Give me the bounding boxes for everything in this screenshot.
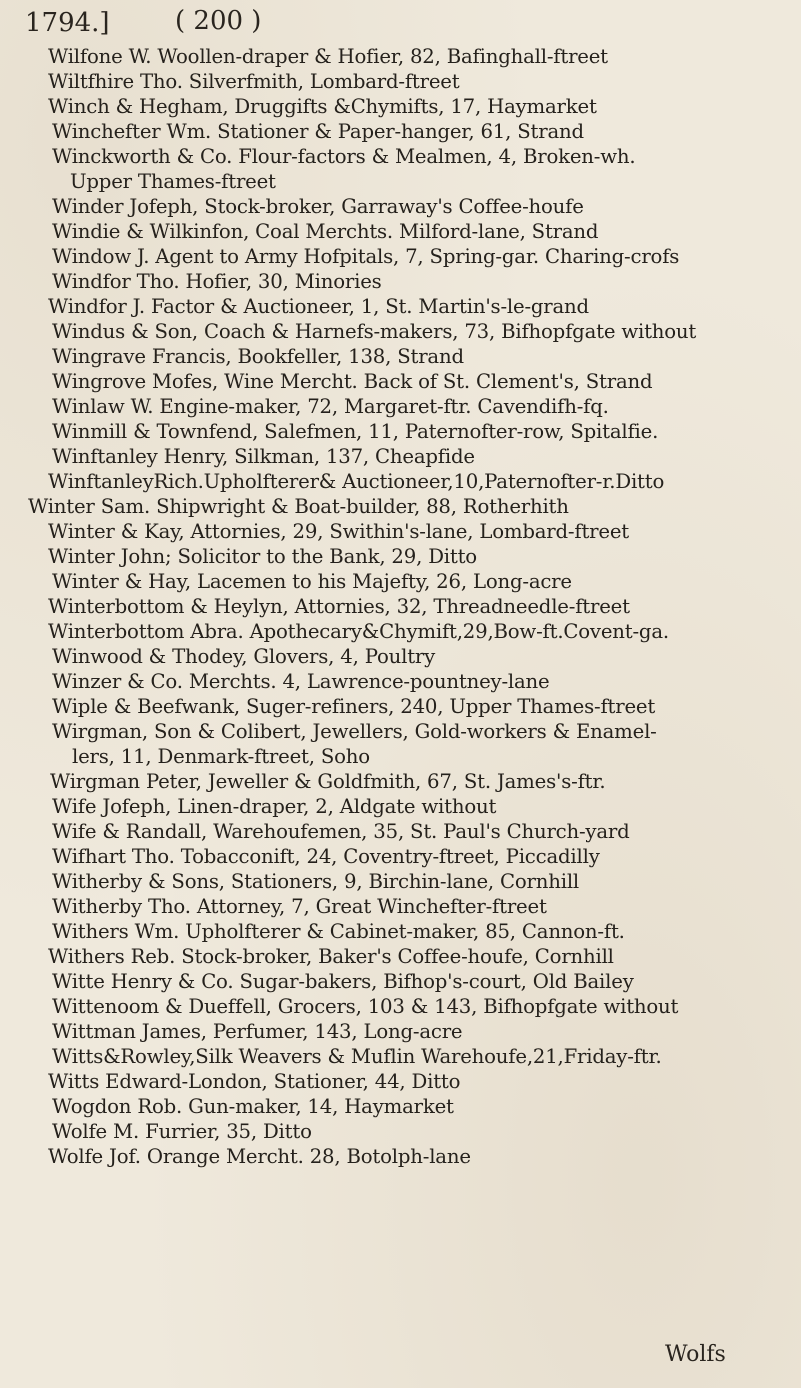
directory-entry: Wiltfhire Tho. Silverfmith, Lombard-ftreet bbox=[48, 70, 460, 93]
directory-entry: Wogdon Rob. Gun-maker, 14, Haymarket bbox=[52, 1095, 454, 1118]
catchword: Wolfs bbox=[665, 1342, 726, 1367]
directory-entry: Windie & Wilkinfon, Coal Merchts. Milford-lane, Strand bbox=[52, 220, 599, 243]
directory-entry: Witts&Rowley,Silk Weavers & Muflin Warehoufe,21,Friday-ftr. bbox=[52, 1045, 662, 1068]
directory-entry: Upper Thames-ftreet bbox=[70, 170, 276, 193]
directory-entry: Winterbottom & Heylyn, Attornies, 32, Threadneedle-ftreet bbox=[48, 595, 630, 618]
directory-entry: Winter & Kay, Attornies, 29, Swithin's-lane, Lombard-ftreet bbox=[48, 520, 629, 543]
directory-entry: Winwood & Thodey, Glovers, 4, Poultry bbox=[52, 645, 436, 668]
directory-entry: Winmill & Townfend, Salefmen, 11, Paternofter-row, Spitalfie. bbox=[52, 420, 659, 443]
directory-entry: Wifhart Tho. Tobacconift, 24, Coventry-ftreet, Piccadilly bbox=[52, 845, 600, 868]
directory-entry: Withers Wm. Upholfterer & Cabinet-maker, 85, Cannon-ft. bbox=[52, 920, 625, 943]
page-header bbox=[25, 4, 385, 44]
directory-entry: WinftanleyRich.Upholfterer& Auctioneer,10,Paternofter-r.Ditto bbox=[48, 470, 665, 493]
directory-entry: Wittenoom & Dueffell, Grocers, 103 & 143, Bifhopfgate without bbox=[52, 995, 679, 1018]
directory-entry: Winter Sam. Shipwright & Boat-builder, 88, Rotherhith bbox=[28, 495, 569, 518]
directory-entry: Wingrove Mofes, Wine Mercht. Back of St. Clement's, Strand bbox=[52, 370, 653, 393]
directory-entry: Winzer & Co. Merchts. 4, Lawrence-pountney-lane bbox=[52, 670, 550, 693]
directory-entry: Winterbottom Abra. Apothecary&Chymift,29,Bow-ft.Covent-ga. bbox=[48, 620, 669, 643]
directory-entry: Winftanley Henry, Silkman, 137, Cheapfide bbox=[52, 445, 475, 468]
directory-entry: Witherby & Sons, Stationers, 9, Birchin-lane, Cornhill bbox=[52, 870, 580, 893]
directory-entries bbox=[0, 44, 801, 1169]
header-page-number: ( 200 ) bbox=[175, 6, 262, 36]
directory-entry: Winch & Hegham, Druggifts &Chymifts, 17, Haymarket bbox=[48, 95, 597, 118]
directory-entry: Winckworth & Co. Flour-factors & Mealmen, 4, Broken-wh. bbox=[52, 145, 636, 168]
header-year: 1794.] bbox=[25, 8, 110, 38]
directory-entry: Withers Reb. Stock-broker, Baker's Coffee-houfe, Cornhill bbox=[48, 945, 614, 968]
directory-entry: Wife Jofeph, Linen-draper, 2, Aldgate without bbox=[52, 795, 497, 818]
directory-entry: Wife & Randall, Warehoufemen, 35, St. Paul's Church-yard bbox=[52, 820, 630, 843]
directory-entry: Wolfe M. Furrier, 35, Ditto bbox=[52, 1120, 312, 1143]
directory-entry: Wirgman, Son & Colibert, Jewellers, Gold-workers & Enamel- bbox=[52, 720, 657, 743]
directory-entry: Winchefter Wm. Stationer & Paper-hanger, 61, Strand bbox=[52, 120, 584, 143]
directory-entry: Wilfone W. Woollen-draper & Hofier, 82, Bafinghall-ftreet bbox=[48, 45, 608, 68]
directory-entry: Windfor Tho. Hofier, 30, Minories bbox=[52, 270, 382, 293]
directory-entry: Witherby Tho. Attorney, 7, Great Winchefter-ftreet bbox=[52, 895, 547, 918]
directory-entry: Winlaw W. Engine-maker, 72, Margaret-ftr. Cavendifh-fq. bbox=[52, 395, 609, 418]
directory-entry: Wiple & Beefwank, Suger-refiners, 240, Upper Thames-ftreet bbox=[52, 695, 656, 718]
directory-entry: Winter & Hay, Lacemen to his Majefty, 26, Long-acre bbox=[52, 570, 572, 593]
directory-entry: Wittman James, Perfumer, 143, Long-acre bbox=[52, 1020, 463, 1043]
directory-entry: Windus & Son, Coach & Harnefs-makers, 73, Bifhopfgate without bbox=[52, 320, 697, 343]
directory-entry: Wingrave Francis, Bookfeller, 138, Strand bbox=[52, 345, 464, 368]
directory-entry: Witts Edward-London, Stationer, 44, Ditto bbox=[48, 1070, 461, 1093]
directory-entry: Winder Jofeph, Stock-broker, Garraway's Coffee-houfe bbox=[52, 195, 584, 218]
directory-entry: Winter John; Solicitor to the Bank, 29, Ditto bbox=[48, 545, 477, 568]
directory-entry: Window J. Agent to Army Hofpitals, 7, Spring-gar. Charing-crofs bbox=[52, 245, 680, 268]
directory-entry: Wirgman Peter, Jeweller & Goldfmith, 67, St. James's-ftr. bbox=[50, 770, 606, 793]
directory-entry: Windfor J. Factor & Auctioneer, 1, St. Martin's-le-grand bbox=[48, 295, 589, 318]
directory-entry: Wolfe Jof. Orange Mercht. 28, Botolph-lane bbox=[48, 1145, 471, 1168]
directory-entry: lers, 11, Denmark-ftreet, Soho bbox=[72, 745, 370, 768]
directory-entry: Witte Henry & Co. Sugar-bakers, Bifhop's-court, Old Bailey bbox=[52, 970, 634, 993]
